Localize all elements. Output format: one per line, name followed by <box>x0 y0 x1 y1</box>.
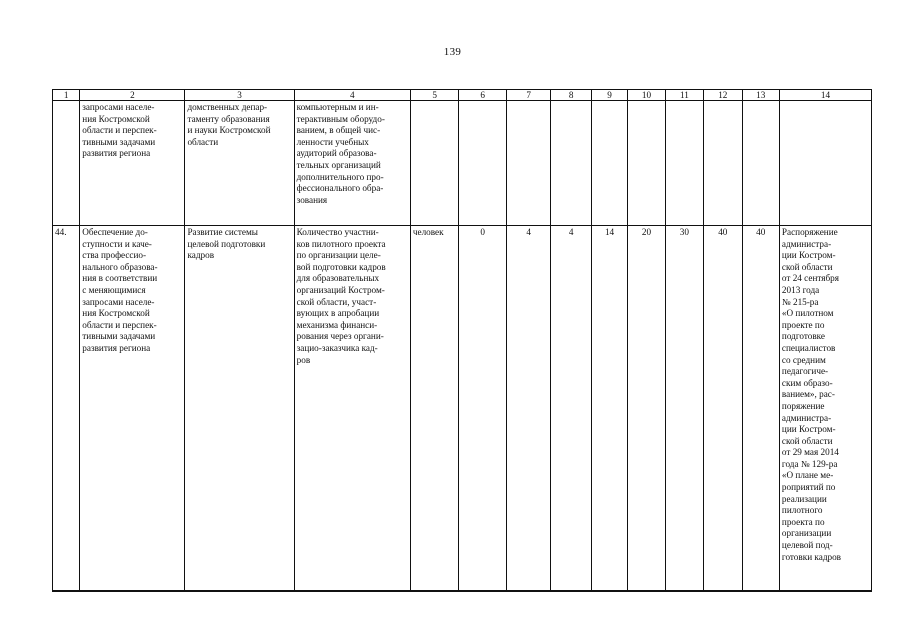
column-header: 3 <box>185 90 294 101</box>
table-cell: запросами населе- ния Костромской области и перспек- тивными задачами развития региона <box>80 101 185 226</box>
table-cell <box>459 101 507 226</box>
table-cell: компьютерным и ин- терактивным оборудо- ванием, в общей чис- ленности учебных аудиторий образова- тельных организаций дополнительного про- фессионального обра- зования <box>294 101 410 226</box>
page-number: 139 <box>443 46 462 58</box>
table-cell <box>506 101 550 226</box>
column-header: 8 <box>551 90 591 101</box>
table-cell <box>591 101 627 226</box>
value-cell: 0 <box>459 226 507 591</box>
column-header: 4 <box>294 90 410 101</box>
column-header: 9 <box>591 90 627 101</box>
value-cell: 20 <box>628 226 665 591</box>
table-cell <box>779 101 871 226</box>
column-header: 1 <box>53 90 80 101</box>
table-cell <box>742 101 779 226</box>
column-header: 10 <box>628 90 665 101</box>
column-number-row <box>53 90 872 101</box>
value-cell: 30 <box>665 226 703 591</box>
value-cell: 40 <box>704 226 742 591</box>
table-cell <box>704 101 742 226</box>
value-cell: 40 <box>742 226 779 591</box>
table-cell <box>410 101 459 226</box>
table-row <box>53 101 872 226</box>
column-header: 7 <box>506 90 550 101</box>
table-row <box>53 226 872 591</box>
column-header: 5 <box>410 90 459 101</box>
column-header: 11 <box>665 90 703 101</box>
table-cell: Количество участни- ков пилотного проекта по организации целе- вой подготовки кадров для образовательных организаций Костром- ской области, участ- вующих в апробации механизма финанси- рования через органи- зацио-заказчика кад- ров <box>294 226 410 591</box>
column-header: 13 <box>742 90 779 101</box>
row-number-cell: 44. <box>53 226 80 591</box>
column-header: 2 <box>80 90 185 101</box>
column-header: 12 <box>704 90 742 101</box>
column-header: 6 <box>459 90 507 101</box>
table-cell: Обеспечение до- ступности и каче- ства профессио- нального образова- ния в соответствии с меняющимися запросами населе- ния Костромской области и перспек- тивными задачами развития региона <box>80 226 185 591</box>
table-cell <box>53 101 80 226</box>
indicators-table <box>52 89 872 592</box>
unit-cell: человек <box>410 226 459 591</box>
value-cell: 14 <box>591 226 627 591</box>
table-cell: домственных депар- таменту образования и науки Костромской области <box>185 101 294 226</box>
table-cell: Распоряжение администра- ции Костром- ской области от 24 сентября 2013 года № 215-ра «О пилотном проекте по подготовке специалистов со средним педагогиче- ским образо- ванием», рас- поряжение администра- ции Костром- ской области от 29 мая 2014 года № 129-ра «О плане ме- роприятий по реализации пилотного проекта по организации целевой под- готовки кадров <box>779 226 871 591</box>
table-cell <box>628 101 665 226</box>
value-cell: 4 <box>506 226 550 591</box>
table-cell <box>665 101 703 226</box>
value-cell: 4 <box>551 226 591 591</box>
table-cell <box>551 101 591 226</box>
table-cell: Развитие системы целевой подготовки кадров <box>185 226 294 591</box>
column-header: 14 <box>779 90 871 101</box>
